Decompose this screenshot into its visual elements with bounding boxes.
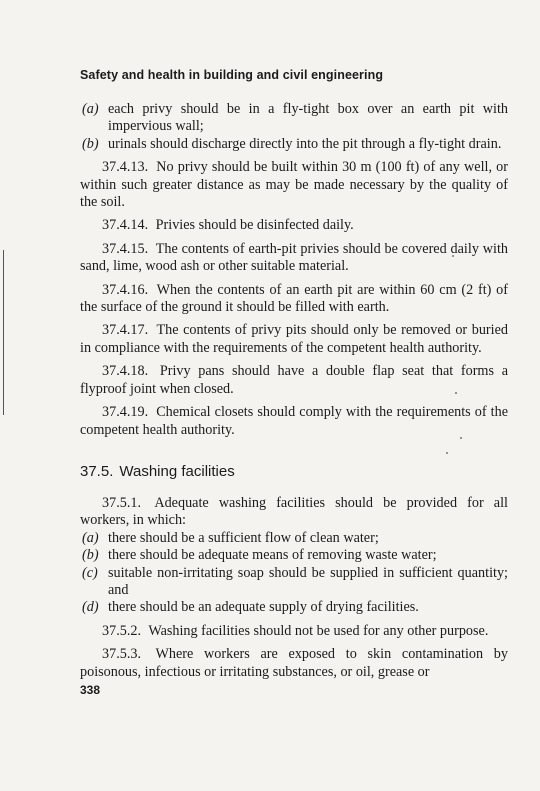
- item-text: urinals should discharge directly into the pit through a fly-tight drain.: [108, 135, 502, 152]
- item-text: there should be adequate means of removing waste water;: [108, 547, 437, 564]
- paragraph-text: Privy pans should have a double flap seat that forms a flyproof joint when closed.: [80, 363, 508, 397]
- list-item: [80, 136, 508, 153]
- item-text: suitable non-irritating soap should be supplied in sufficient quantity; and: [108, 564, 508, 599]
- item-label: (b): [82, 135, 99, 152]
- item-label: (c): [82, 564, 98, 581]
- paragraph: [80, 404, 508, 439]
- paragraph: [80, 217, 508, 234]
- paragraph-number: 37.4.16.: [102, 281, 149, 298]
- paragraph-number: 37.5.1.: [102, 495, 142, 511]
- paragraph: [80, 623, 508, 640]
- paragraph-number: 37.4.19.: [102, 404, 149, 421]
- section-title: Washing facilities: [119, 463, 235, 480]
- section-number: 37.5.: [80, 463, 114, 480]
- item-text: each privy should be in a fly-tight box over an earth pit with impervious wall;: [108, 101, 508, 135]
- list-item: [80, 599, 508, 616]
- paragraph-text: Where workers are exposed to skin contamination by poisonous, infectious or irritating substances, or oil, grease or: [80, 646, 508, 680]
- paragraph: [80, 646, 508, 681]
- scan-margin-line: [3, 250, 4, 415]
- paragraph-number: 37.4.17.: [102, 322, 149, 339]
- paragraph-number: 37.4.14.: [102, 217, 149, 234]
- item-text: there should be an adequate supply of drying facilities.: [108, 599, 419, 616]
- paragraph-text: No privy should be built within 30 m (100 ft) of any well, or within such greater distance as may be made necessary by the quality of the soil.: [80, 159, 508, 211]
- paragraph-number: 37.4.15.: [102, 240, 149, 257]
- paragraph-text: Chemical closets should comply with the requirements of the competent health authority.: [80, 404, 508, 438]
- paragraph-text: When the contents of an earth pit are within 60 cm (2 ft) of the surface of the ground it should be filled with earth.: [80, 281, 508, 316]
- page-number: 338: [80, 683, 101, 697]
- item-text: there should be a sufficient flow of clean water;: [108, 529, 379, 546]
- paragraph-number: 37.5.2.: [102, 622, 142, 639]
- paragraph-text: The contents of privy pits should only be removed or buried in compliance with the requirements of the competent health authority.: [80, 322, 508, 356]
- paragraph-text: Washing facilities should not be used for any other purpose.: [148, 622, 489, 639]
- list-item: [80, 530, 508, 547]
- paragraph: [80, 363, 508, 398]
- list-item: [80, 547, 508, 564]
- running-header: Safety and health in building and civil engineering: [80, 68, 384, 82]
- paragraph: [80, 241, 508, 276]
- paragraph: [80, 159, 508, 211]
- body-text-top: [80, 101, 508, 439]
- paragraph-text: The contents of earth-pit privies should be covered daily with sand, lime, wood ash or other suitable material.: [80, 240, 508, 275]
- body-text-bottom: [80, 495, 508, 681]
- item-label: (a): [82, 101, 99, 117]
- paragraph: [80, 495, 508, 530]
- paragraph-text: Adequate washing facilities should be provided for all workers, in which:: [80, 495, 508, 529]
- scan-speck: [446, 452, 448, 454]
- paragraph-number: 37.5.3.: [102, 646, 142, 663]
- list-item: [80, 101, 508, 136]
- paragraph-text: Privies should be disinfected daily.: [155, 217, 354, 234]
- paragraph-number: 37.4.13.: [102, 159, 149, 176]
- item-label: (d): [82, 599, 99, 616]
- list-item: [80, 565, 508, 600]
- item-label: (b): [82, 547, 99, 564]
- paragraph: [80, 322, 508, 357]
- section-heading: [80, 463, 235, 480]
- paragraph-number: 37.4.18.: [102, 363, 149, 380]
- paragraph: [80, 282, 508, 317]
- item-label: (a): [82, 529, 99, 546]
